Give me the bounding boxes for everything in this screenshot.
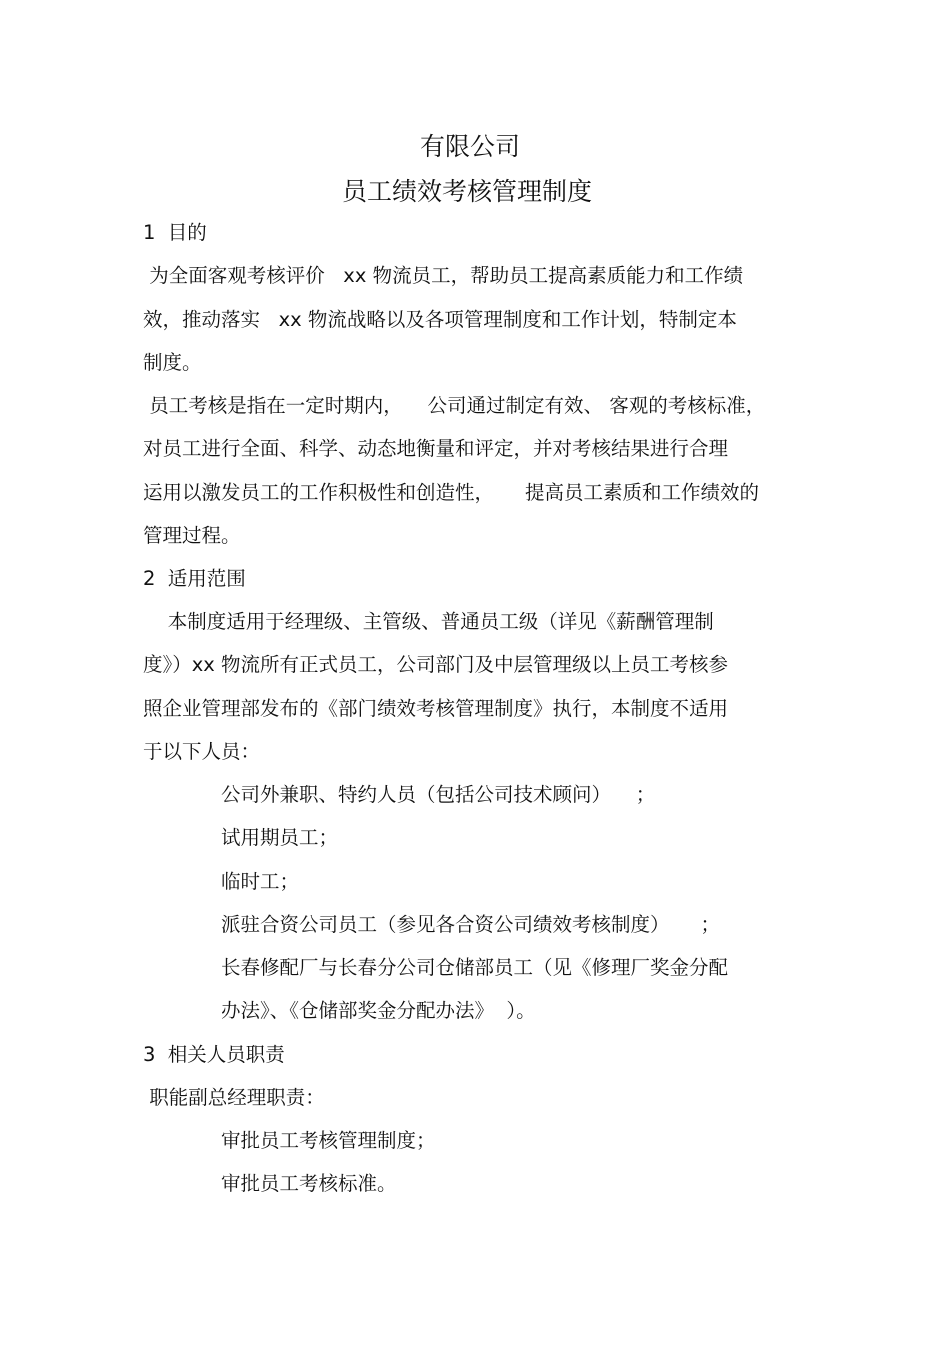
section-heading-purpose: 1 目的 (143, 221, 207, 244)
paragraph-line: 职能副总经理职责： (143, 1086, 325, 1109)
company-title: 有限公司 (419, 132, 520, 161)
exclusion-list-item: 派驻合资公司员工（参见各合资公司绩效考核制度） ； (221, 913, 720, 936)
duty-list-item: 审批员工考核管理制度； (221, 1129, 436, 1152)
exclusion-list-item: 公司外兼职、特约人员（包括公司技术顾问） ； (221, 783, 656, 806)
document-title: 员工绩效考核管理制度 (341, 177, 592, 206)
paragraph-line: 为全面客观考核评价 xx 物流员工，帮助员工提高素质能力和工作绩 (143, 264, 744, 287)
exclusion-list-item: 长春修配厂与长春分公司仓储部员工（见《修理厂奖金分配 (221, 956, 729, 979)
duty-list-item: 审批员工考核标准。 (221, 1172, 397, 1195)
paragraph-line: 效，推动落实 xx 物流战略以及各项管理制度和工作计划，特制定本 (143, 308, 737, 331)
paragraph-line: 管理过程。 (143, 524, 241, 547)
exclusion-list-item: 临时工； (221, 870, 300, 893)
paragraph-line: 对员工进行全面、科学、动态地衡量和评定，并对考核结果进行合理 (143, 437, 729, 460)
paragraph-line: 员工考核是指在一定时期内， 公司通过制定有效、 客观的考核标准， (143, 394, 766, 417)
paragraph-line: 照企业管理部发布的《部门绩效考核管理制度》执行，本制度不适用 (143, 697, 729, 720)
section-heading-responsibilities: 3 相关人员职责 (143, 1043, 285, 1066)
section-heading-scope: 2 适用范围 (143, 567, 246, 590)
exclusion-list-item: 试用期员工； (221, 826, 339, 849)
paragraph-line: 本制度适用于经理级、主管级、普通员工级（详见《薪酬管理制 (143, 610, 714, 633)
exclusion-list-item: 办法》、《仓储部奖金分配办法》 ）。 (221, 999, 536, 1022)
paragraph-line: 制度。 (143, 351, 202, 374)
paragraph-line: 度》）xx 物流所有正式员工，公司部门及中层管理级以上员工考核参 (143, 653, 729, 676)
paragraph-line: 运用以激发员工的工作积极性和创造性， 提高员工素质和工作绩效的 (143, 481, 759, 504)
paragraph-line: 于以下人员： (143, 740, 261, 763)
